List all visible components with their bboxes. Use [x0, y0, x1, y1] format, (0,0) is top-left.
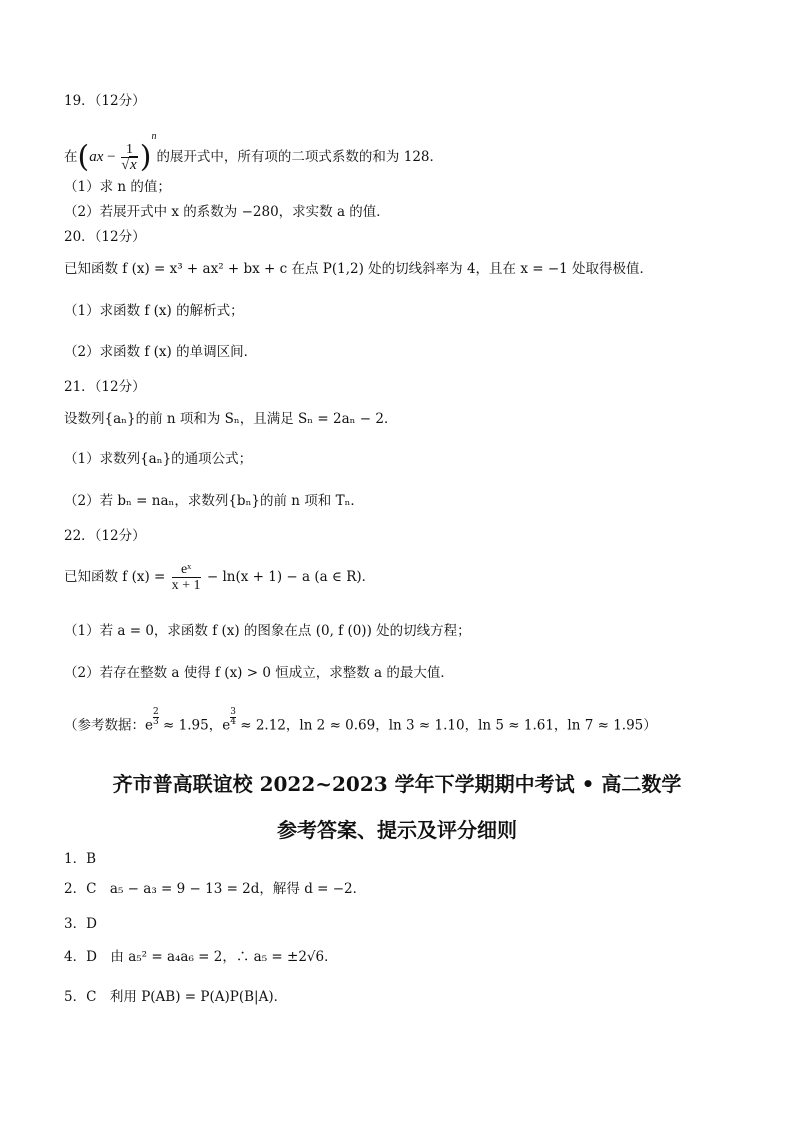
q22-stem-post: − ln(x + 1) − a (a ∈ R)．	[206, 569, 376, 585]
q22-ref-pre: （参考数据：e	[64, 717, 153, 734]
answers-title: 齐市普高联谊校 2022~2023 学年下学期期中考试 • 高二数学	[112, 772, 682, 796]
q19-stem-post: 的展开式中，所有项的二项式系数的和为 128．	[156, 149, 443, 165]
q22-header: 22．（12分）	[64, 528, 146, 544]
q22-stem	[64, 562, 375, 593]
q22-exp1	[153, 708, 159, 727]
q22-exp1-den: 3	[153, 717, 159, 727]
q20-stem: 已知函数 f (x) = x³ + ax² + bx + c 在点 P(1,2) 处的切线斜率为 4，且在 x = −1 处取得极值．	[64, 261, 654, 277]
q19-stem: 在(ax − $\frac{1}{√x}$ )$^n$的展开式中，所有项的二项式系数的和为 128．	[64, 131, 443, 175]
q22-exp2-num: 3	[230, 707, 236, 717]
q22-part2: （2）若存在整数 a 使得 f (x) > 0 恒成立，求整数 a 的最大值．	[64, 665, 454, 681]
q22-exp2	[230, 708, 236, 727]
q20-part2: （2）求函数 f (x) 的单调区间．	[64, 344, 258, 360]
q22-ref-post: ≈ 2.12，ln 2 ≈ 0.69，ln 3 ≈ 1.10，ln 5 ≈ 1.61，ln 7 ≈ 1.95）	[240, 717, 657, 734]
q21-header: 21．（12分）	[64, 379, 146, 395]
q22-frac-num: eˣ	[172, 562, 201, 578]
q22-stem-pre: 已知函数 f (x) =	[64, 569, 166, 585]
q22-frac-den: x + 1	[171, 578, 201, 593]
q19-part1: （1）求 n 的值；	[64, 179, 171, 195]
answer-1: 1．B	[64, 851, 97, 867]
q19-header: 19．（12分）	[64, 93, 146, 109]
answer-3: 3．D	[64, 916, 97, 932]
q22-ref-mid: ≈ 1.95，e	[163, 717, 231, 734]
q22-exp2-den: 4	[230, 717, 236, 727]
q21-part1: （1）求数列{aₙ}的通项公式；	[64, 451, 253, 467]
q22-fraction	[172, 562, 201, 593]
q19-fraction: $\frac{1}{√x}$	[121, 142, 137, 173]
q19-part2: （2）若展开式中 x 的系数为 −280，求实数 a 的值．	[64, 204, 390, 220]
q21-stem: 设数列{aₙ}的前 n 项和为 Sₙ，且满足 Sₙ = 2aₙ − 2．	[64, 411, 398, 427]
answer-4: 4．D 由 a₅² = a₄a₆ = 2，∴ a₅ = ±2√6．	[64, 949, 338, 965]
q22-exp1-num: 2	[153, 707, 159, 717]
q19-stem-pre: 在	[64, 149, 78, 165]
q22-reference-data	[64, 708, 657, 735]
answer-5: 5．C 利用 P(AB) = P(A)P(B|A)．	[64, 989, 288, 1005]
answers-subtitle: 参考答案、提示及评分细则	[277, 818, 517, 842]
q20-header: 20．（12分）	[64, 229, 146, 245]
q22-part1: （1）若 a = 0，求函数 f (x) 的图象在点 (0, f (0)) 处的切线方程；	[64, 623, 471, 639]
answer-2: 2．C a₅ − a₃ = 9 − 13 = 2d，解得 d = −2．	[64, 881, 367, 897]
q21-part2: （2）若 bₙ = naₙ，求数列{bₙ}的前 n 项和 Tₙ．	[64, 493, 364, 509]
q20-part1: （1）求函数 f (x) 的解析式；	[64, 303, 244, 319]
